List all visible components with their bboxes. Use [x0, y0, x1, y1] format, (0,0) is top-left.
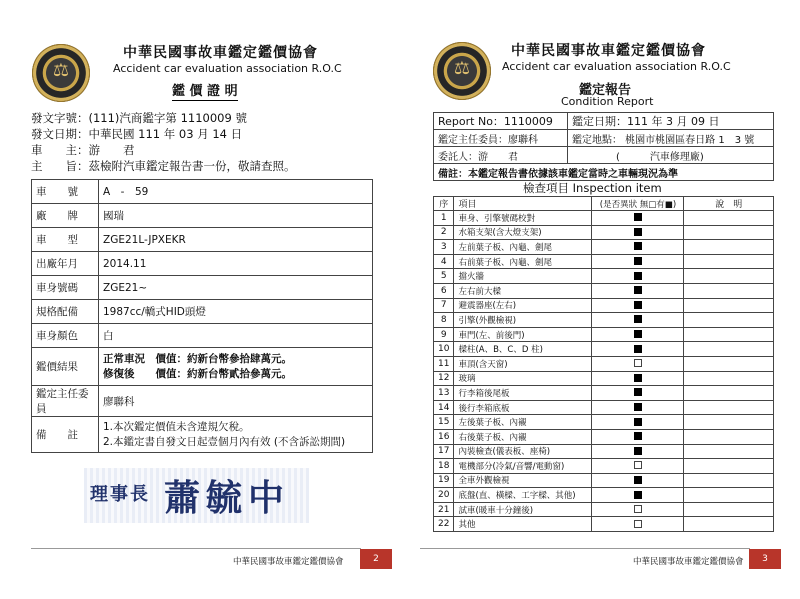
col-header-no: 序 [434, 197, 454, 211]
inspection-no: 7 [434, 298, 454, 313]
inspection-item: 內裝檢查(儀表板、座椅) [454, 444, 592, 459]
inspection-item: 右前葉子板、內龜、劍尾 [454, 254, 592, 269]
row-value: 國瑞 [99, 204, 373, 228]
inspection-row [434, 400, 774, 415]
valuation-row [32, 348, 373, 386]
table-row [32, 276, 373, 300]
org-name-zh: 中華民國事故車鑑定鑑價協會 [123, 45, 318, 61]
table-row [32, 252, 373, 276]
inspection-desc [684, 211, 774, 226]
row-label: 車身號碼 [32, 276, 99, 300]
org-name-en: Accident car evaluation association R.O.C [502, 60, 731, 73]
inspection-row [434, 386, 774, 401]
inspection-status [592, 254, 684, 269]
appraiser: 鑑定主任委員：廖聯科 [434, 130, 568, 147]
inspection-item: 其他 [454, 517, 592, 532]
inspection-table [433, 196, 774, 532]
signature-name: 蕭毓中 [164, 477, 291, 519]
inspection-item: 電機部分(冷氣/音響/電動窗) [454, 459, 592, 474]
inspection-desc [684, 473, 774, 488]
appraisal-location: 鑑定地點： 桃園市桃園區春日路 1 3 號 [568, 130, 774, 147]
row-value: 廖聯科 [99, 386, 373, 417]
inspection-desc [684, 240, 774, 255]
col-header-item: 項目 [454, 197, 592, 211]
inspection-item: 右後葉子板、內襯 [454, 429, 592, 444]
checkbox-filled-icon [634, 447, 642, 455]
valuation-result [99, 348, 373, 386]
footer-divider [31, 548, 361, 549]
client: 委託人：游 君 [434, 147, 568, 164]
inspection-status [592, 517, 684, 532]
checkbox-filled-icon [634, 228, 642, 236]
table-row [32, 324, 373, 348]
inspection-desc [684, 254, 774, 269]
vehicle-info-table [31, 179, 373, 453]
inspection-row [434, 254, 774, 269]
inspection-status [592, 313, 684, 328]
inspection-item: 左右前大樑 [454, 283, 592, 298]
inspection-no: 1 [434, 211, 454, 226]
footer-divider [420, 548, 750, 549]
inspection-desc [684, 517, 774, 532]
org-name-zh: 中華民國事故車鑑定鑑價協會 [511, 43, 706, 59]
checkbox-filled-icon [634, 476, 642, 484]
page-number: 3 [749, 549, 781, 569]
inspection-row [434, 225, 774, 240]
checkbox-empty-icon [634, 359, 642, 367]
scale-icon: ⚖ [52, 60, 70, 81]
inspection-item: 車身、引擎號碼校對 [454, 211, 592, 226]
col-header-desc: 說 明 [684, 197, 774, 211]
checkbox-filled-icon [634, 330, 642, 338]
inspection-desc [684, 502, 774, 517]
inspection-item: 樑柱(A、B、C、D 柱) [454, 342, 592, 357]
inspection-status [592, 429, 684, 444]
inspection-item: 左前葉子板、內龜、劍尾 [454, 240, 592, 255]
document-subject: 主 旨：茲檢附汽車鑑定報告書一份，敬請查照。 [31, 159, 296, 173]
inspection-no: 12 [434, 371, 454, 386]
inspection-item: 車門(左、前後門) [454, 327, 592, 342]
inspection-status [592, 473, 684, 488]
footer-org: 中華民國事故車鑑定鑑價協會 [633, 557, 744, 567]
checkbox-filled-icon [634, 491, 642, 499]
inspection-status [592, 269, 684, 284]
inspection-no: 5 [434, 269, 454, 284]
page-title: 鑑定報告 [579, 83, 632, 98]
inspection-status [592, 502, 684, 517]
inspection-status [592, 240, 684, 255]
valuation-normal: 正常車況 價值：約新台幣參拾肆萬元。 [103, 352, 292, 365]
inspection-no: 14 [434, 400, 454, 415]
row-label: 車 號 [32, 180, 99, 204]
org-name-en: Accident car evaluation association R.O.C [113, 62, 342, 75]
checkbox-empty-icon [634, 461, 642, 469]
inspection-status [592, 400, 684, 415]
association-seal-logo [32, 44, 90, 102]
inspection-desc [684, 400, 774, 415]
document-date: 發文日期：中華民國 111 年 03 月 14 日 [31, 127, 243, 141]
inspection-item: 水箱支架(含大燈支架) [454, 225, 592, 240]
row-label: 車 型 [32, 228, 99, 252]
inspection-no: 15 [434, 415, 454, 430]
checkbox-filled-icon [634, 345, 642, 353]
checkbox-filled-icon [634, 403, 642, 411]
checkbox-filled-icon [634, 242, 642, 250]
inspection-desc [684, 429, 774, 444]
table-row [32, 204, 373, 228]
inspection-row [434, 283, 774, 298]
row-label: 車身顏色 [32, 324, 99, 348]
inspection-no: 8 [434, 313, 454, 328]
page-condition-report [400, 0, 800, 599]
row-value: A - 59 [99, 180, 373, 204]
table-row [32, 180, 373, 204]
inspection-row [434, 517, 774, 532]
inspection-row [434, 298, 774, 313]
inspection-desc [684, 459, 774, 474]
notes-row [32, 417, 373, 453]
checkbox-filled-icon [634, 213, 642, 221]
table-row [434, 164, 774, 181]
inspection-status [592, 225, 684, 240]
checkbox-filled-icon [634, 418, 642, 426]
report-info-table [433, 112, 774, 181]
row-value: 2014.11 [99, 252, 373, 276]
inspection-no: 3 [434, 240, 454, 255]
signature-title: 理事長 [90, 484, 150, 505]
inspection-status [592, 386, 684, 401]
inspection-row [434, 313, 774, 328]
col-header-status: (是否異狀 無□有■) [592, 197, 684, 211]
checkbox-filled-icon [634, 315, 642, 323]
table-row [32, 300, 373, 324]
inspection-desc [684, 225, 774, 240]
valuation-repaired: 修復後 價值：約新台幣貳拾參萬元。 [103, 367, 292, 380]
inspection-desc [684, 283, 774, 298]
inspection-status [592, 342, 684, 357]
checkbox-empty-icon [634, 520, 642, 528]
inspection-item: 全車外觀檢視 [454, 473, 592, 488]
checkbox-filled-icon [634, 374, 642, 382]
note-line: 2.本鑑定書自發文日起壹個月內有效 (不含訴訟期間) [103, 435, 346, 448]
inspection-item: 試車(暖車十分鐘後) [454, 502, 592, 517]
row-value: ZGE21~ [99, 276, 373, 300]
inspection-desc [684, 488, 774, 503]
inspection-desc [684, 444, 774, 459]
inspection-status [592, 211, 684, 226]
inspection-desc [684, 415, 774, 430]
row-label: 鑑價結果 [32, 348, 99, 386]
inspection-row [434, 371, 774, 386]
appraisal-date: 鑑定日期：111 年 3 月 09 日 [568, 113, 774, 130]
table-row [434, 147, 774, 164]
inspection-no: 19 [434, 473, 454, 488]
checkbox-filled-icon [634, 286, 642, 294]
association-seal-logo [433, 42, 491, 100]
inspection-no: 16 [434, 429, 454, 444]
inspection-no: 10 [434, 342, 454, 357]
inspection-item: 擋火牆 [454, 269, 592, 284]
inspection-item: 引擎(外觀檢視) [454, 313, 592, 328]
checkbox-empty-icon [634, 505, 642, 513]
inspection-row [434, 269, 774, 284]
chairman-signature [84, 468, 309, 523]
row-label: 出廠年月 [32, 252, 99, 276]
inspection-status [592, 298, 684, 313]
inspection-row [434, 240, 774, 255]
report-note: 備註：本鑑定報告書依據該車鑑定當時之車輛現況為準 [434, 164, 774, 181]
inspection-desc [684, 371, 774, 386]
scale-icon: ⚖ [453, 58, 471, 79]
inspection-item: 左後葉子板、內襯 [454, 415, 592, 430]
row-label: 備 註 [32, 417, 99, 453]
footer-org: 中華民國事故車鑑定鑑價協會 [233, 557, 344, 567]
inspection-status [592, 444, 684, 459]
row-label: 鑑定主任委員 [32, 386, 99, 417]
page-number: 2 [360, 549, 392, 569]
vehicle-owner: 車 主：游 君 [31, 143, 135, 157]
inspection-row [434, 415, 774, 430]
appraiser-row [32, 386, 373, 417]
inspection-row [434, 444, 774, 459]
inspection-desc [684, 269, 774, 284]
inspection-no: 20 [434, 488, 454, 503]
row-value: 1987cc/轎式HID頭燈 [99, 300, 373, 324]
table-row [32, 228, 373, 252]
inspection-desc [684, 386, 774, 401]
inspection-status [592, 415, 684, 430]
inspection-row [434, 342, 774, 357]
inspection-desc [684, 327, 774, 342]
garage: ( 汽車修理廠) [568, 147, 774, 164]
inspection-section-title: 檢查項目 Inspection item [523, 181, 662, 195]
inspection-item: 玻璃 [454, 371, 592, 386]
checkbox-filled-icon [634, 257, 642, 265]
checkbox-filled-icon [634, 432, 642, 440]
inspection-status [592, 459, 684, 474]
checkbox-filled-icon [634, 301, 642, 309]
inspection-item: 底盤(直、橫樑、工字樑、其他) [454, 488, 592, 503]
page-title: 鑑 價 證 明 [172, 80, 238, 101]
inspection-header-row [434, 197, 774, 211]
notes-content [99, 417, 373, 453]
inspection-status [592, 356, 684, 371]
inspection-row [434, 327, 774, 342]
inspection-item: 行李箱後尾板 [454, 386, 592, 401]
inspection-item: 避震器座(左右) [454, 298, 592, 313]
inspection-desc [684, 342, 774, 357]
inspection-desc [684, 313, 774, 328]
checkbox-filled-icon [634, 272, 642, 280]
report-number: Report No：1110009 [434, 113, 568, 130]
inspection-no: 9 [434, 327, 454, 342]
row-value: ZGE21L-JPXEKR [99, 228, 373, 252]
row-label: 廠 牌 [32, 204, 99, 228]
table-row [434, 130, 774, 147]
inspection-no: 4 [434, 254, 454, 269]
inspection-row [434, 429, 774, 444]
inspection-row [434, 459, 774, 474]
inspection-no: 22 [434, 517, 454, 532]
inspection-desc [684, 298, 774, 313]
inspection-item: 後行李箱底板 [454, 400, 592, 415]
inspection-no: 11 [434, 356, 454, 371]
inspection-status [592, 488, 684, 503]
inspection-row [434, 211, 774, 226]
inspection-row [434, 502, 774, 517]
inspection-desc [684, 356, 774, 371]
note-line: 1.本次鑑定價值未含違規欠稅。 [103, 420, 250, 433]
inspection-row [434, 356, 774, 371]
inspection-status [592, 371, 684, 386]
inspection-no: 21 [434, 502, 454, 517]
document-number: 發文字號：(111)汽商鑑字第 1110009 號 [31, 111, 247, 125]
inspection-status [592, 283, 684, 298]
row-value: 白 [99, 324, 373, 348]
inspection-row [434, 473, 774, 488]
table-row [434, 113, 774, 130]
inspection-item: 車頂(含天窗) [454, 356, 592, 371]
row-label: 規格配備 [32, 300, 99, 324]
inspection-no: 6 [434, 283, 454, 298]
checkbox-filled-icon [634, 388, 642, 396]
page-subtitle: Condition Report [561, 95, 654, 108]
inspection-status [592, 327, 684, 342]
inspection-no: 13 [434, 386, 454, 401]
inspection-no: 17 [434, 444, 454, 459]
inspection-row [434, 488, 774, 503]
inspection-no: 2 [434, 225, 454, 240]
inspection-no: 18 [434, 459, 454, 474]
